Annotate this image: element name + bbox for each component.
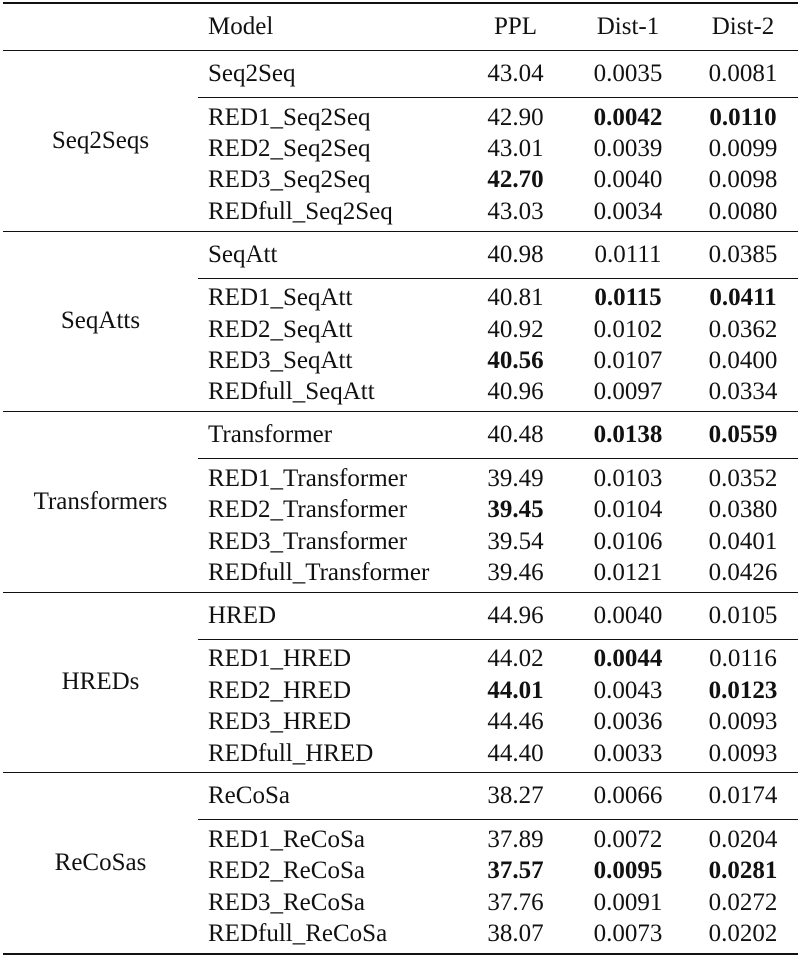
table-row [198, 495, 798, 526]
dist1-cell: 0.0036 [593, 708, 663, 736]
table-row [198, 773, 798, 820]
dist1-cell: 0.0121 [593, 558, 663, 586]
dist1-cell: 0.0102 [593, 315, 663, 343]
group-seq2seqs [3, 51, 798, 232]
table-row [198, 165, 798, 196]
dist1-cell: 0.0091 [593, 888, 663, 916]
dist1-cell: 0.0043 [593, 676, 663, 704]
dist1-cell: 0.0115 [594, 284, 662, 312]
model-cell: RED3_HRED [208, 708, 352, 736]
table-row [198, 463, 798, 494]
ppl-cell: 38.27 [487, 782, 544, 810]
model-cell: RED2_HRED [208, 676, 352, 704]
table-row [198, 314, 798, 345]
ppl-cell: 42.90 [487, 103, 544, 131]
model-cell: RED3_Seq2Seq [208, 166, 371, 194]
dist2-cell: 0.0411 [709, 284, 777, 312]
dist2-cell: 0.0400 [708, 347, 778, 375]
results-table [3, 2, 798, 955]
group-label: SeqAtts [60, 307, 141, 335]
model-cell: RED1_HRED [208, 645, 352, 673]
model-cell: REDfull_Seq2Seq [208, 197, 393, 225]
table-row [198, 412, 798, 459]
table-header [3, 4, 798, 51]
ppl-cell: 39.49 [487, 464, 544, 492]
dist2-cell: 0.0362 [708, 315, 778, 343]
dist2-cell: 0.0099 [708, 135, 778, 163]
dist1-cell: 0.0066 [593, 782, 663, 810]
header-dist2: Dist-2 [711, 13, 775, 40]
dist1-cell: 0.0103 [593, 464, 663, 492]
ppl-cell: 37.57 [487, 857, 544, 885]
model-cell: REDfull_ReCoSa [208, 920, 388, 948]
ppl-cell: 43.03 [487, 197, 544, 225]
table-row [198, 738, 798, 769]
dist2-cell: 0.0116 [709, 645, 777, 673]
dist1-cell: 0.0107 [593, 347, 663, 375]
model-cell: RED2_ReCoSa [208, 857, 365, 885]
model-cell: REDfull_HRED [208, 739, 374, 767]
table-row [198, 557, 798, 588]
dist1-cell: 0.0097 [593, 378, 663, 406]
ppl-cell: 43.01 [487, 135, 544, 163]
dist1-cell: 0.0111 [594, 240, 662, 268]
dist1-cell: 0.0104 [593, 496, 663, 524]
dist1-cell: 0.0034 [593, 197, 663, 225]
dist2-cell: 0.0110 [709, 103, 777, 131]
group-label: Seq2Seqs [51, 126, 150, 154]
dist1-cell: 0.0072 [593, 825, 663, 853]
group-seqatts [3, 232, 798, 413]
dist1-cell: 0.0042 [593, 103, 663, 131]
table-row [198, 283, 798, 314]
dist2-cell: 0.0401 [708, 527, 778, 555]
model-cell: RED1_Transformer [208, 464, 408, 492]
header-ppl: PPL [493, 13, 538, 40]
table-row [198, 526, 798, 557]
table-row [198, 856, 798, 887]
dist1-cell: 0.0044 [593, 645, 663, 673]
ppl-cell: 40.48 [487, 421, 544, 449]
dist2-cell: 0.0093 [708, 708, 778, 736]
dist2-cell: 0.0105 [708, 601, 778, 629]
table-row [198, 918, 798, 949]
dist2-cell: 0.0272 [708, 888, 778, 916]
model-cell: REDfull_SeqAtt [208, 378, 375, 406]
ppl-cell: 37.76 [487, 888, 544, 916]
ppl-cell: 43.04 [487, 60, 544, 87]
table-row [198, 593, 798, 640]
model-cell: SeqAtt [208, 240, 278, 268]
ppl-cell: 44.02 [487, 645, 544, 673]
dist2-cell: 0.0098 [708, 166, 778, 194]
dist2-cell: 0.0352 [708, 464, 778, 492]
ppl-cell: 40.98 [487, 240, 544, 268]
header-model: Model [208, 13, 274, 40]
dist2-cell: 0.0559 [708, 421, 778, 449]
model-cell: RED1_SeqAtt [208, 284, 353, 312]
dist1-cell: 0.0095 [593, 857, 663, 885]
dist1-cell: 0.0040 [593, 601, 663, 629]
ppl-cell: 40.56 [487, 347, 544, 375]
group-hreds [3, 593, 798, 774]
ppl-cell: 40.92 [487, 315, 544, 343]
dist2-cell: 0.0081 [708, 60, 778, 87]
table-row [198, 133, 798, 164]
group-label: HREDs [61, 668, 140, 696]
model-cell: RED2_SeqAtt [208, 315, 353, 343]
table-row [198, 644, 798, 675]
dist2-cell: 0.0204 [708, 825, 778, 853]
table-row [198, 345, 798, 376]
ppl-cell: 40.81 [487, 284, 544, 312]
table-row [198, 377, 798, 408]
ppl-cell: 38.07 [487, 920, 544, 948]
group-label: ReCoSas [54, 849, 147, 877]
dist1-cell: 0.0040 [593, 166, 663, 194]
group-label: Transformers [33, 487, 168, 515]
dist2-cell: 0.0385 [708, 240, 778, 268]
ppl-cell: 40.96 [487, 378, 544, 406]
ppl-cell: 44.40 [487, 739, 544, 767]
ppl-cell: 44.46 [487, 708, 544, 736]
group-recosas [3, 773, 798, 953]
model-cell: Seq2Seq [208, 60, 296, 87]
dist2-cell: 0.0202 [708, 920, 778, 948]
group-transformers [3, 412, 798, 593]
model-cell: RED3_ReCoSa [208, 888, 365, 916]
dist1-cell: 0.0138 [593, 421, 663, 449]
dist1-cell: 0.0033 [593, 739, 663, 767]
model-cell: HRED [208, 601, 277, 629]
model-cell: REDfull_Transformer [208, 558, 430, 586]
model-cell: RED3_Transformer [208, 527, 408, 555]
dist1-cell: 0.0106 [593, 527, 663, 555]
model-cell: RED1_ReCoSa [208, 825, 365, 853]
table-row [198, 102, 798, 133]
dist2-cell: 0.0426 [708, 558, 778, 586]
dist2-cell: 0.0281 [708, 857, 778, 885]
model-cell: RED3_SeqAtt [208, 347, 353, 375]
table-row [198, 675, 798, 706]
dist2-cell: 0.0080 [708, 197, 778, 225]
ppl-cell: 39.45 [487, 496, 544, 524]
dist2-cell: 0.0380 [708, 496, 778, 524]
table-row [198, 706, 798, 737]
model-cell: RED2_Transformer [208, 496, 408, 524]
model-cell: RED1_Seq2Seq [208, 103, 371, 131]
ppl-cell: 39.46 [487, 558, 544, 586]
table-row [198, 887, 798, 918]
dist2-cell: 0.0174 [708, 782, 778, 810]
dist2-cell: 0.0123 [708, 676, 778, 704]
ppl-cell: 37.89 [487, 825, 544, 853]
table-row [198, 824, 798, 855]
model-cell: Transformer [208, 421, 333, 449]
model-cell: RED2_Seq2Seq [208, 135, 371, 163]
dist1-cell: 0.0035 [593, 60, 663, 87]
ppl-cell: 44.96 [487, 601, 544, 629]
table-row [198, 232, 798, 279]
dist1-cell: 0.0073 [593, 920, 663, 948]
table-row [198, 196, 798, 227]
dist2-cell: 0.0334 [708, 378, 778, 406]
ppl-cell: 44.01 [487, 676, 544, 704]
ppl-cell: 39.54 [487, 527, 544, 555]
ppl-cell: 42.70 [487, 166, 544, 194]
table-row [198, 51, 798, 98]
header-dist1: Dist-1 [596, 13, 660, 40]
dist1-cell: 0.0039 [593, 135, 663, 163]
dist2-cell: 0.0093 [708, 739, 778, 767]
model-cell: ReCoSa [208, 782, 290, 810]
